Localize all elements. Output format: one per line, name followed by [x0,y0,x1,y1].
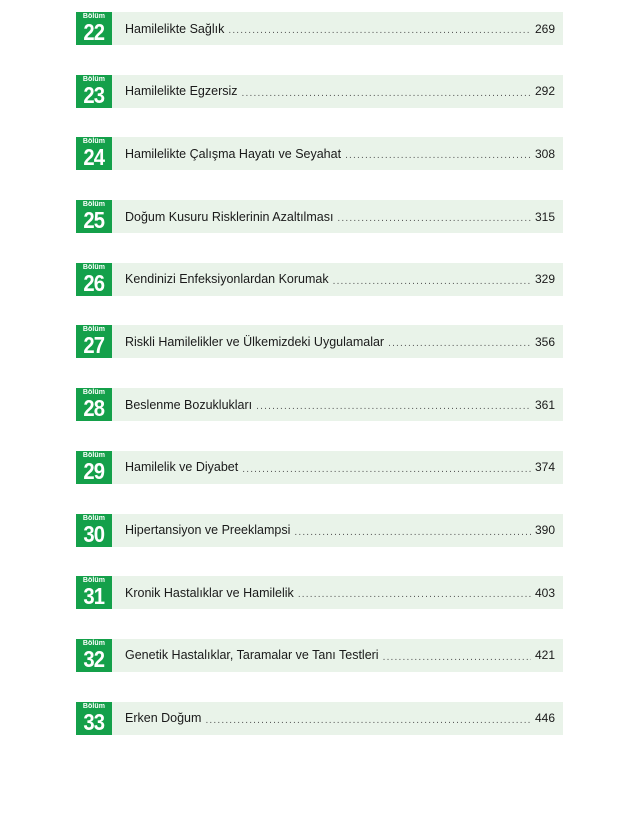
toc-entry-25[interactable] [76,200,563,233]
dot-leader [242,88,531,99]
table-of-contents [76,12,563,764]
dot-leader [337,213,531,224]
badge-label: Bölüm [82,13,106,20]
chapter-number: 33 [83,708,105,735]
dot-leader [388,338,531,349]
entry-title: Hamilelik ve Diyabet [125,460,239,475]
dot-leader [294,527,531,538]
entry-page-number: 374 [534,460,555,475]
chapter-badge [76,639,112,672]
toc-entry-22[interactable] [76,12,563,45]
chapter-number: 27 [83,332,105,359]
entry-bar [112,702,563,735]
entry-page-number: 315 [534,209,555,224]
entry-page-number: 446 [534,711,555,726]
entry-title: Riskli Hamilelikler ve Ülkemizdeki Uygulamalar [125,334,385,349]
dot-leader [228,25,531,36]
entry-page-number: 269 [534,21,555,36]
chapter-badge [76,702,112,735]
entry-title: Hipertansiyon ve Preeklampsi [125,523,291,537]
toc-entry-28[interactable] [76,388,563,421]
dot-leader [298,589,531,600]
chapter-badge [76,263,112,296]
chapter-badge [76,451,112,484]
badge-label: Bölüm [82,326,106,334]
entry-bar [112,576,563,609]
chapter-badge [76,325,112,358]
toc-entry-33[interactable] [76,702,563,735]
chapter-number: 32 [83,645,105,672]
toc-entry-23[interactable] [76,75,563,108]
entry-bar [112,514,563,547]
badge-label: Bölüm [82,75,106,83]
entry-title: Kendinizi Enfeksiyonlardan Korumak [125,272,329,287]
toc-entry-29[interactable] [76,451,563,484]
badge-label: Bölüm [82,702,106,710]
entry-bar [112,451,563,484]
badge-label: Bölüm [82,639,106,647]
chapter-number: 29 [83,457,105,484]
entry-page-number: 308 [534,146,555,161]
chapter-number: 23 [83,81,105,108]
entry-title: Doğum Kusuru Risklerinin Azaltılması [125,209,334,224]
entry-page-number: 361 [534,397,555,412]
chapter-number: 22 [83,19,105,45]
entry-title: Hamilelikte Sağlık [125,21,225,36]
badge-label: Bölüm [82,201,106,209]
entry-bar [112,137,563,170]
entry-title: Kronik Hastalıklar ve Hamilelik [125,585,294,600]
chapter-badge [76,388,112,421]
toc-entry-30[interactable] [76,514,563,547]
dot-leader [242,464,531,475]
chapter-number: 26 [83,269,105,296]
entry-page-number: 390 [534,523,555,537]
chapter-number: 31 [83,583,105,610]
entry-bar [112,12,563,45]
badge-label: Bölüm [82,514,106,522]
entry-bar [112,388,563,421]
chapter-badge [76,12,112,45]
chapter-badge [76,576,112,609]
badge-label: Bölüm [82,389,106,397]
chapter-badge [76,75,112,108]
toc-entry-26[interactable] [76,263,563,296]
entry-title: Beslenme Bozuklukları [125,397,253,412]
toc-entry-27[interactable] [76,325,563,358]
dot-leader [333,276,531,287]
entry-page-number: 292 [534,84,555,99]
entry-bar [112,200,563,233]
entry-page-number: 356 [534,334,555,349]
entry-bar [112,263,563,296]
toc-entry-32[interactable] [76,639,563,672]
toc-entry-31[interactable] [76,576,563,609]
badge-label: Bölüm [82,138,106,146]
entry-page-number: 329 [534,272,555,287]
dot-leader [205,715,531,726]
entry-bar [112,325,563,358]
entry-title: Erken Doğum [125,711,202,726]
dot-leader [383,652,531,663]
chapter-badge [76,137,112,170]
entry-page-number: 421 [534,648,555,663]
badge-label: Bölüm [82,451,106,459]
dot-leader [256,401,531,412]
entry-bar [112,75,563,108]
entry-page-number: 403 [534,585,555,600]
toc-entry-24[interactable] [76,137,563,170]
entry-bar [112,639,563,672]
chapter-number: 30 [83,520,105,547]
entry-title: Genetik Hastalıklar, Taramalar ve Tanı Testleri [125,648,379,663]
chapter-number: 25 [83,207,105,234]
entry-title: Hamilelikte Egzersiz [125,84,238,99]
chapter-badge [76,514,112,547]
badge-label: Bölüm [82,263,106,271]
chapter-number: 28 [83,395,105,422]
entry-title: Hamilelikte Çalışma Hayatı ve Seyahat [125,146,342,161]
badge-label: Bölüm [82,577,106,585]
dot-leader [345,150,531,161]
chapter-number: 24 [83,144,105,171]
chapter-badge [76,200,112,233]
